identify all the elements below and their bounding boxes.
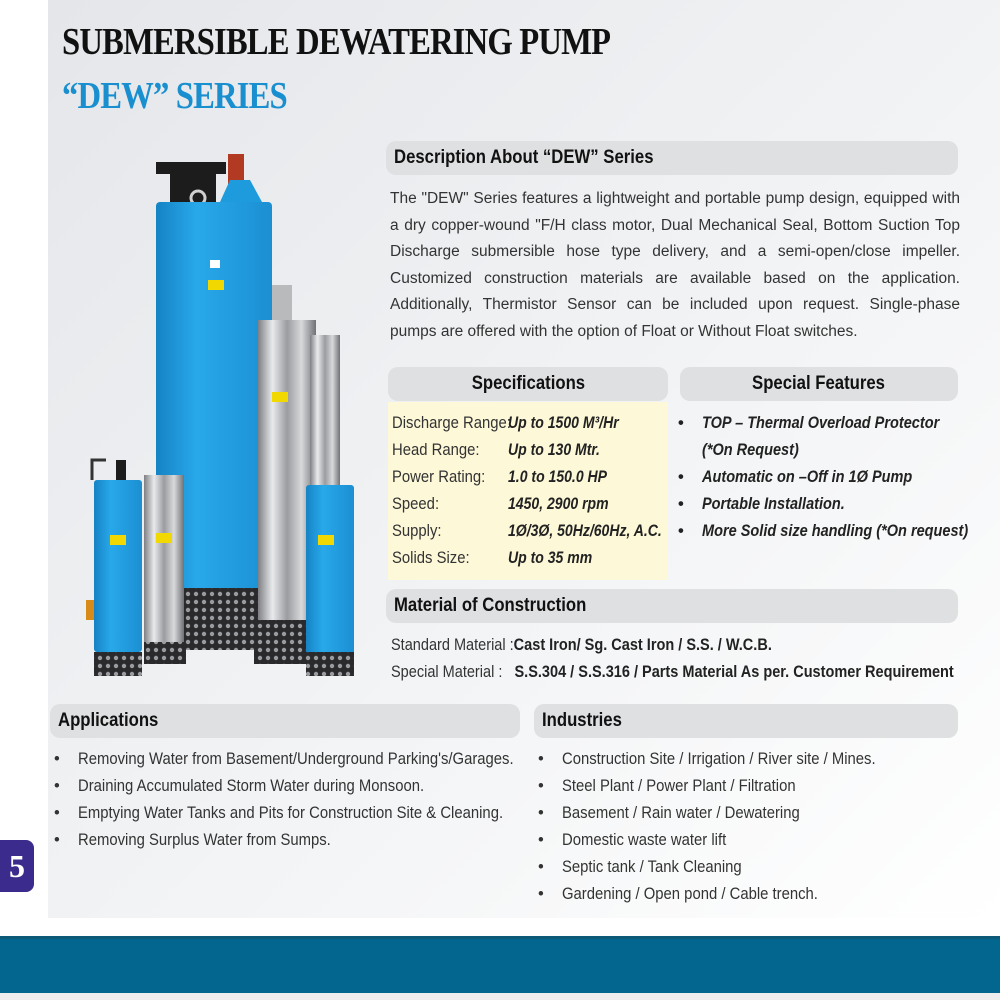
application-item (54, 750, 562, 769)
bullet-icon: • (678, 414, 684, 432)
spec-row-speed (392, 495, 626, 514)
spec-row-discharge (392, 414, 638, 433)
description-text: The "DEW" Series features a lightweight and portable pump design, equipped with a dry copper-wound "F/H class motor, Dual Mechanical Seal, Bottom Suction Top Discharge submersible hose type delivery, and a semi-open/close impeller. Customized construction materials are available based on the application. Additionally, Thermistor Sensor can be included upon request. Single-phase pumps are offered with the option of Float or Without Float switches. (390, 190, 960, 340)
specifications-heading: Specifications (471, 373, 585, 394)
spec-label: Head Range: (392, 441, 480, 459)
bullet-icon: • (54, 831, 60, 849)
feature-item (678, 468, 941, 487)
industry-text: Construction Site / Irrigation / River site / Mines. (562, 750, 876, 768)
industry-item (538, 777, 822, 796)
spec-value: Up to 1500 M³/Hr (508, 414, 619, 432)
industry-text: Septic tank / Tank Cleaning (562, 858, 742, 876)
feature-item-note (678, 441, 812, 460)
spec-label: Power Rating: (392, 468, 486, 486)
special-material-line (391, 663, 954, 682)
bullet-icon: • (678, 522, 684, 540)
feature-text: TOP – Thermal Overload Protector (702, 414, 940, 432)
application-item (54, 804, 550, 823)
industry-item (538, 804, 826, 823)
spec-row-solids (392, 549, 607, 568)
standard-material-line (391, 636, 772, 655)
spec-value: Up to 35 mm (508, 549, 593, 567)
footer-strip (0, 993, 1000, 1000)
bullet-icon: • (538, 831, 544, 849)
application-text: Removing Surplus Water from Sumps. (78, 831, 331, 849)
industry-text: Basement / Rain water / Dewatering (562, 804, 800, 822)
bullet-icon: • (54, 750, 60, 768)
footer-bar (0, 936, 1000, 996)
spec-label: Solids Size: (392, 549, 470, 567)
description-heading: Description About “DEW” Series (394, 147, 654, 168)
bullet-icon: • (538, 858, 544, 876)
series-subtitle: “DEW” SERIES (62, 75, 287, 117)
applications-header (50, 704, 520, 738)
feature-text: Portable Installation. (702, 495, 845, 513)
industry-item (538, 750, 910, 769)
spec-row-power (392, 468, 624, 487)
special-material-row (391, 663, 1000, 682)
bullet-icon: • (538, 885, 544, 903)
feature-item (678, 414, 972, 433)
industry-text: Steel Plant / Power Plant / Filtration (562, 777, 796, 795)
page-number-badge: 5 (0, 840, 34, 892)
feature-text: Automatic on –Off in 1Ø Pump (702, 468, 913, 486)
page-title: SUBMERSIBLE DEWATERING PUMP (62, 21, 611, 63)
industry-text: Gardening / Open pond / Cable trench. (562, 885, 818, 903)
special-features-heading: Special Features (752, 373, 886, 394)
material-header (386, 589, 958, 623)
industry-item (538, 885, 846, 904)
application-text: Removing Water from Basement/Underground Parking's/Garages. (78, 750, 514, 768)
feature-item (678, 522, 1000, 541)
feature-text: (*On Request) (702, 441, 799, 459)
application-item (54, 831, 359, 850)
spec-row-supply (392, 522, 689, 541)
standard-material-value: Cast Iron/ Sg. Cast Iron / S.S. / W.C.B. (513, 636, 772, 654)
bullet-icon: • (54, 777, 60, 795)
bullet-icon: • (538, 750, 544, 768)
bullet-icon: • (54, 804, 60, 822)
bullet-icon: • (678, 495, 684, 513)
bullet-icon: • (538, 804, 544, 822)
specifications-header (388, 367, 668, 401)
pump-product-photo-icon (80, 150, 380, 690)
bullet-icon: • (678, 468, 684, 486)
description-header (386, 141, 958, 175)
applications-heading: Applications (58, 710, 159, 731)
application-item (54, 777, 463, 796)
spec-value: 1450, 2900 rpm (508, 495, 609, 513)
application-text: Draining Accumulated Storm Water during Monsoon. (78, 777, 425, 795)
feature-item (678, 495, 864, 514)
standard-material-row (391, 636, 824, 655)
industry-item (538, 831, 744, 850)
special-material-value: S.S.304 / S.S.316 / Parts Material As per. Customer Requirement (514, 663, 954, 681)
industries-heading: Industries (542, 710, 622, 731)
special-features-header (680, 367, 958, 401)
industries-header (534, 704, 958, 738)
industry-text: Domestic waste water lift (562, 831, 727, 849)
feature-text: More Solid size handling (*On request) (702, 522, 969, 540)
spec-value: 1.0 to 150.0 HP (508, 468, 608, 486)
spec-value: Up to 130 Mtr. (508, 441, 600, 459)
spec-value: 1Ø/3Ø, 50Hz/60Hz, A.C. (508, 522, 662, 540)
industry-item (538, 858, 762, 877)
spec-label: Discharge Range: (392, 414, 511, 432)
bullet-icon: • (538, 777, 544, 795)
spec-label: Supply: (392, 522, 442, 540)
spec-label: Speed: (392, 495, 440, 513)
standard-material-label: Standard Material : (391, 636, 514, 654)
material-heading: Material of Construction (394, 595, 587, 616)
application-text: Emptying Water Tanks and Pits for Construction Site & Cleaning. (78, 804, 504, 822)
spec-row-head (392, 441, 616, 460)
special-material-label: Special Material : (391, 663, 503, 681)
